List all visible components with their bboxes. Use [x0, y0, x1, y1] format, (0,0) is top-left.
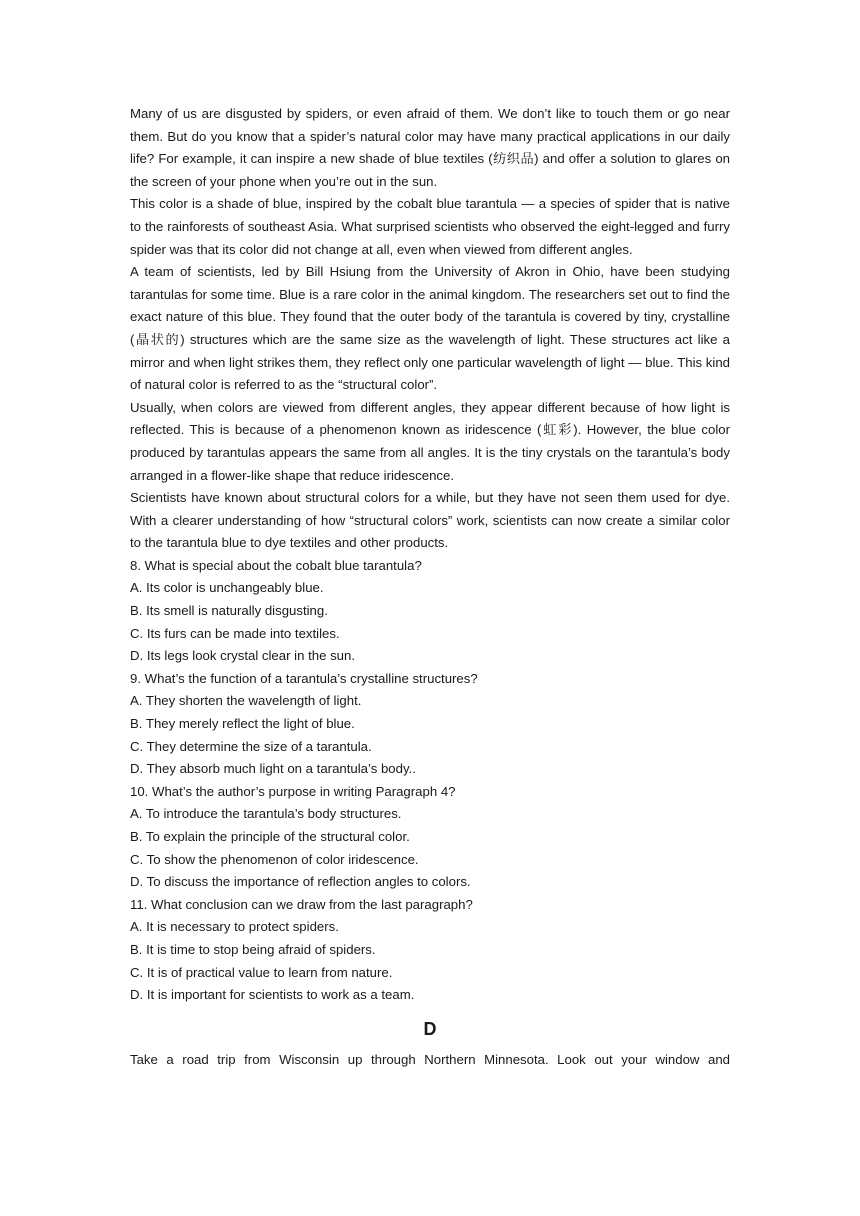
- option-a: A. It is necessary to protect spiders.: [130, 919, 339, 935]
- section-heading-d: D: [423, 1018, 437, 1039]
- option-d: D. To discuss the importance of reflection angles to colors.: [130, 874, 471, 890]
- passage-paragraph-3: A team of scientists, led by Bill Hsiung from the University of Akron in Ohio, have been studying tarantulas for some time. Blue is a rare color in the animal kingdom. The researchers set out to find the exact nature of this blue. They found that the outer body of the tarantula is covered by tiny, crystalline (晶状的) structures which are the same size as the wavelength of light. These structures act like a mirror and when light strikes them, they reflect only one particular wavelength of light — blue. This kind of natural color is referred to as the “structural color”.: [130, 264, 730, 393]
- question-stem: 8. What is special about the cobalt blue tarantula?: [130, 557, 422, 573]
- question-stem: 9. What’s the function of a tarantula’s crystalline structures?: [130, 670, 478, 686]
- question-9: [130, 668, 730, 781]
- option-a: A. To introduce the tarantula’s body structures.: [130, 806, 402, 822]
- passage-paragraph-1: Many of us are disgusted by spiders, or even afraid of them. We don’t like to touch them or go near them. But do you know that a spider’s natural color may have many practical applications in our daily life? For example, it can inspire a new shade of blue textiles (纺织品) and offer a solution to glares on the screen of your phone when you’re out in the sun.: [130, 106, 730, 189]
- question-stem: 11. What conclusion can we draw from the last paragraph?: [130, 896, 473, 912]
- option-c: C. It is of practical value to learn from nature.: [130, 964, 393, 980]
- passage-paragraph-2: This color is a shade of blue, inspired by the cobalt blue tarantula — a species of spider that is native to the rainforests of southeast Asia. What surprised scientists who observed the eight-legged and furry spider was that its color did not change at all, even when viewed from different angles.: [130, 196, 730, 257]
- option-b: B. They merely reflect the light of blue.: [130, 716, 355, 732]
- option-d: D. It is important for scientists to work as a team.: [130, 987, 415, 1003]
- option-d: D. They absorb much light on a tarantula’s body..: [130, 761, 416, 777]
- question-8: [130, 555, 730, 668]
- passage-paragraph-5: Scientists have known about structural colors for a while, but they have not seen them used for dye. With a clearer understanding of how “structural colors” work, scientists can now create a similar color to the tarantula blue to dye textiles and other products.: [130, 490, 730, 551]
- option-c: C. Its furs can be made into textiles.: [130, 625, 340, 641]
- passage-c: [130, 103, 730, 555]
- option-c: C. They determine the size of a tarantula.: [130, 738, 372, 754]
- question-10: [130, 781, 730, 894]
- passage-d-first-line: Take a road trip from Wisconsin up through Northern Minnesota. Look out your window and: [130, 1051, 730, 1067]
- question-stem: 10. What’s the author’s purpose in writing Paragraph 4?: [130, 783, 456, 799]
- question-11: [130, 894, 730, 1007]
- option-b: B. It is time to stop being afraid of spiders.: [130, 941, 376, 957]
- document-page: [130, 103, 730, 1071]
- option-b: B. Its smell is naturally disgusting.: [130, 603, 328, 619]
- option-a: A. Its color is unchangeably blue.: [130, 580, 324, 596]
- option-d: D. Its legs look crystal clear in the sun.: [130, 648, 356, 664]
- option-a: A. They shorten the wavelength of light.: [130, 693, 362, 709]
- option-c: C. To show the phenomenon of color iridescence.: [130, 851, 419, 867]
- passage-paragraph-4: Usually, when colors are viewed from different angles, they appear different because of how light is reflected. This is because of a phenomenon known as iridescence (虹彩). However, the blue color produced by tarantulas appears the same from all angles. It is the tiny crystals on the tarantula’s body arranged in a flower-like shape that reduce iridescence.: [130, 399, 730, 483]
- option-b: B. To explain the principle of the structural color.: [130, 829, 410, 844]
